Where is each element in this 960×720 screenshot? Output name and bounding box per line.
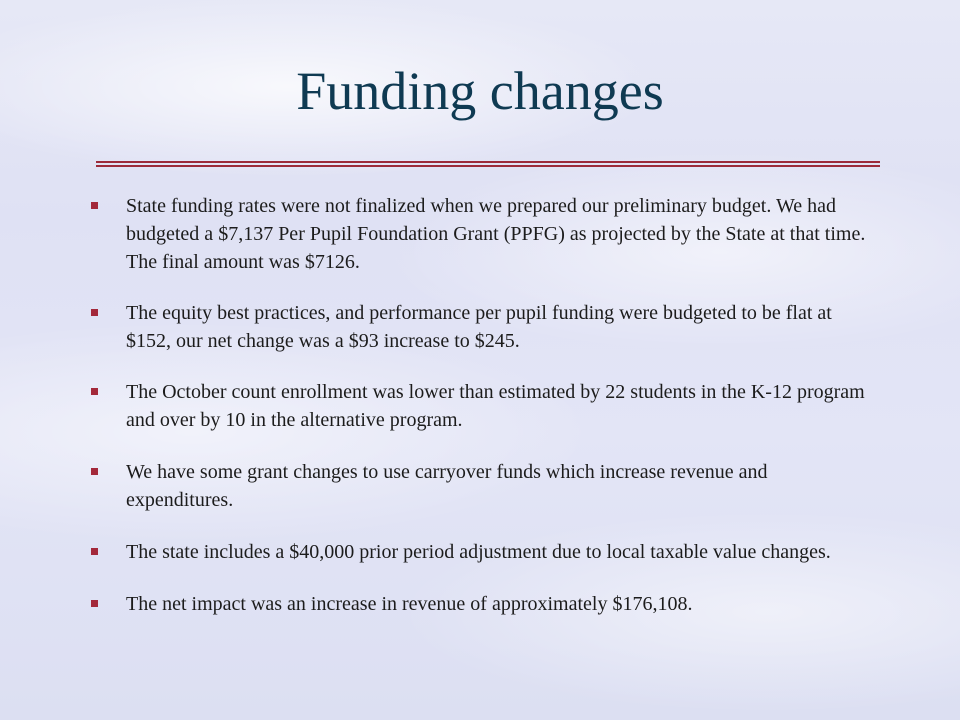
bullet-text: The net impact was an increase in revenue of approximately $176,108. <box>126 593 693 615</box>
bullet-item <box>88 538 878 566</box>
bullet-item <box>88 590 878 618</box>
bullet-text: The equity best practices, and performance per pupil funding were budgeted to be flat at $152, our net change was a $93 increase to $245. <box>126 302 832 352</box>
bullet-item <box>88 192 878 276</box>
divider-line-top <box>96 161 880 163</box>
bullet-item <box>88 378 878 434</box>
bullet-item <box>88 458 878 514</box>
bullet-item <box>88 299 878 355</box>
bullet-text: The state includes a $40,000 prior period adjustment due to local taxable value changes. <box>126 541 831 563</box>
bullet-list <box>88 192 878 618</box>
square-bullet-icon <box>91 202 98 209</box>
slide-title: Funding changes <box>296 61 664 121</box>
square-bullet-icon <box>91 600 98 607</box>
bullet-text: We have some grant changes to use carryover funds which increase revenue and expenditures. <box>126 461 768 511</box>
square-bullet-icon <box>91 309 98 316</box>
bullet-text: The October count enrollment was lower than estimated by 22 students in the K-12 program and over by 10 in the alternative program. <box>126 381 865 431</box>
square-bullet-icon <box>91 388 98 395</box>
square-bullet-icon <box>91 548 98 555</box>
title-divider <box>96 161 880 167</box>
bullet-text: State funding rates were not finalized when we prepared our preliminary budget. We had budgeted a $7,137 Per Pupil Foundation Grant (PPFG) as projected by the State at that time. The final amount was $7126. <box>126 195 866 273</box>
divider-line-bottom <box>96 165 880 167</box>
square-bullet-icon <box>91 468 98 475</box>
